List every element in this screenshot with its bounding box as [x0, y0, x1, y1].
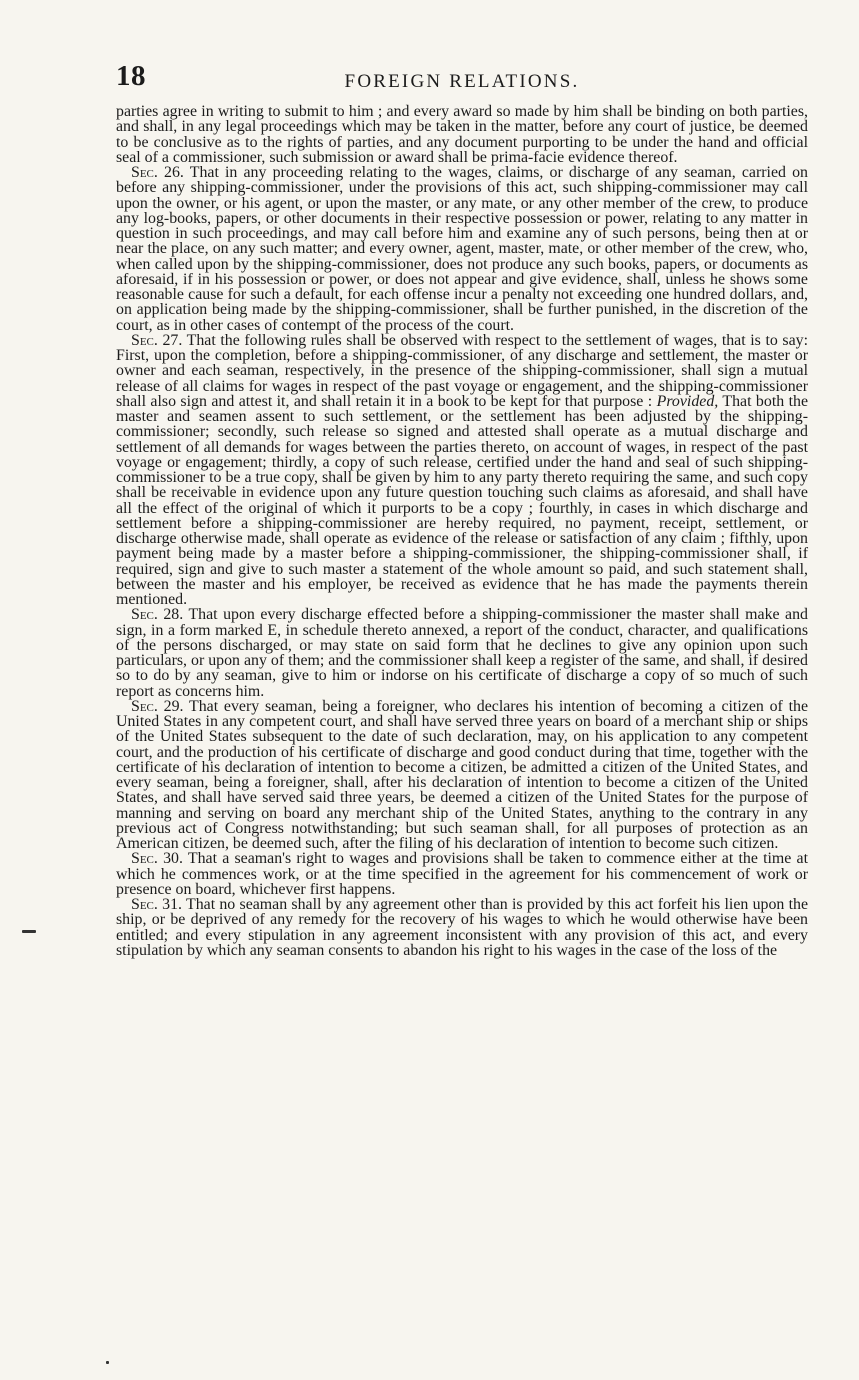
section-label: Sec. 28. [131, 606, 184, 624]
page-header [116, 60, 808, 104]
section-label: Sec. 30. [131, 850, 183, 868]
body-text [116, 104, 808, 958]
margin-scan-mark [106, 1361, 109, 1364]
paragraph-text: That in any proceeding relating to the wages, claims, or discharge of any seaman, carried on before any shipping-commissioner, under the provisions of this act, such shipping-commissioner may call upon the owner, or his agent, or upon the master, or any mate, or any other member of the crew, to produce any log-books, papers, or other documents in their respective possession or power, relating to any matter in question in such proceedings, and may call before him and examine any of such persons, being then at or near the place, on any such matter; and every owner, agent, master, mate, or other member of the crew, who, when called upon by the shipping-commissioner, does not produce any such books, papers, or documents as aforesaid, if in his possession or power, or does not appear and give evidence, shall, unless he shows some reasonable cause for such a default, for each offense incur a penalty not exceeding one hundred dollars, and, on application being made by the shipping-commissioner, shall be further punished, in the discretion of the court, as in other cases of contempt of the process of the court. [116, 164, 808, 334]
provided-keyword: Provided, [656, 392, 719, 410]
section-label: Sec. 31. [131, 896, 182, 913]
paragraph-text: That no seaman shall by any agreement other than is provided by this act forfeit his lien upon the ship, or be deprived of any remedy for the recovery of his wages to which he would otherwise have been entitled; and every stipulation in any agreement inconsistent with any provision of this act, and every stipulation by which any seaman consents to abandon his right to his wages in the case of the loss of the [116, 896, 809, 959]
paragraph-text: That the following rules shall be observed with respect to the settlement of wages, that is to say: First, upon the completion, before a shipping-commissioner, of any discharge and settlement, the master or owner and each seaman, respectively, in the presence of the shipping-commissioner, shall sign a mutual release of all claims for wages in respect of the past voyage or engagement, and the shipping-commissioner shall also sign and attest it, and shall retain it in a book to be kept for that purpose : [116, 331, 808, 410]
paragraph-text: That a seaman's right to wages and provisions shall be taken to commence either at the time at which he commences work, or at the time specified in the agreement for his commencement of work or presence on board, whichever first happens. [116, 850, 809, 898]
section-27 [116, 333, 808, 608]
paragraph-continued [116, 104, 808, 165]
section-29 [116, 699, 808, 852]
section-label: Sec. 27. [131, 331, 183, 349]
running-title: FOREIGN RELATIONS. [344, 71, 580, 92]
paragraph-text: parties agree in writing to submit to him ; and every award so made by him shall be binding on both parties, and shall, in any legal proceedings which may be taken in the matter, before any court of justice, be deemed to be conclusive as to the rights of parties, and any document purporting to be under the hand and official seal of a commissioner, such submission or award shall be prima-facie evidence thereof. [116, 103, 808, 166]
paragraph-text: That upon every discharge effected before a shipping-commissioner the master shall make and sign, in a form marked E, in schedule thereto annexed, a report of the conduct, character, and qualifications of the persons discharged, or may state on said form that he declines to give any opinion upon such particulars, or upon any of them; and the commissioner shall keep a register of the same, and shall, if desired so to do by any seaman, give to him or indorse on his certificate of discharge a copy of so much of such report as concerns him. [116, 606, 809, 700]
section-30 [116, 851, 808, 897]
section-26 [116, 165, 808, 333]
page-number: 18 [116, 60, 146, 92]
section-label: Sec. 26. [131, 164, 184, 181]
section-label: Sec. 29. [131, 697, 184, 715]
page [116, 60, 808, 958]
paragraph-text: That every seaman, being a foreigner, who declares his intention of becoming a citizen of the United States in any competent court, and shall have served three years on board of a merchant ship or ships of the United States subsequent to the date of such declaration, may, on his application to any competent court, and the production of his certificate of discharge and good conduct during that time, together with the certificate of his declaration of intention to become a citizen, be admitted a citizen of the United States, and every seaman, being a foreigner, shall, after his declaration of intention to become a citizen of the United States, and shall have served said three years, be deemed a citizen of the United States for the purpose of manning and serving on board any merchant ship of the United States, anything to the contrary in any previous act of Congress notwithstanding; but such seaman shall, for all purposes of protection as an American citizen, be deemed such, after the filing of his declaration of intention to become such citizen. [116, 697, 809, 852]
paragraph-text: That both the master and seamen assent to such settlement, or the settlement has been adjusted by the shipping-commissioner; secondly, such release so signed and attested shall operate as a mutual discharge and settlement of all demands for wages between the parties thereto, on account of wages, in respect of the past voyage or engagement; thirdly, a copy of such release, certified under the hand and seal of such shipping-commissioner to be a true copy, shall be given by him to any party thereto requiring the same, and such copy shall be receivable in evidence upon any future question touching such claims as aforesaid, and shall have all the effect of the original of which it purports to be a copy ; fourthly, in cases in which discharge and settlement before a shipping-commissioner are hereby required, no payment, receipt, settlement, or discharge otherwise made, shall operate as evidence of the release or satisfaction of any claim ; fifthly, upon payment being made by a master before a shipping-commissioner, the shipping-commissioner shall, if required, sign and give to such master a statement of the whole amount so paid, and such statement shall, between the master and his employer, be received as evidence that he has made the payments therein mentioned. [116, 392, 809, 608]
margin-scan-mark [22, 930, 36, 933]
section-31 [116, 897, 808, 958]
section-28 [116, 607, 808, 699]
